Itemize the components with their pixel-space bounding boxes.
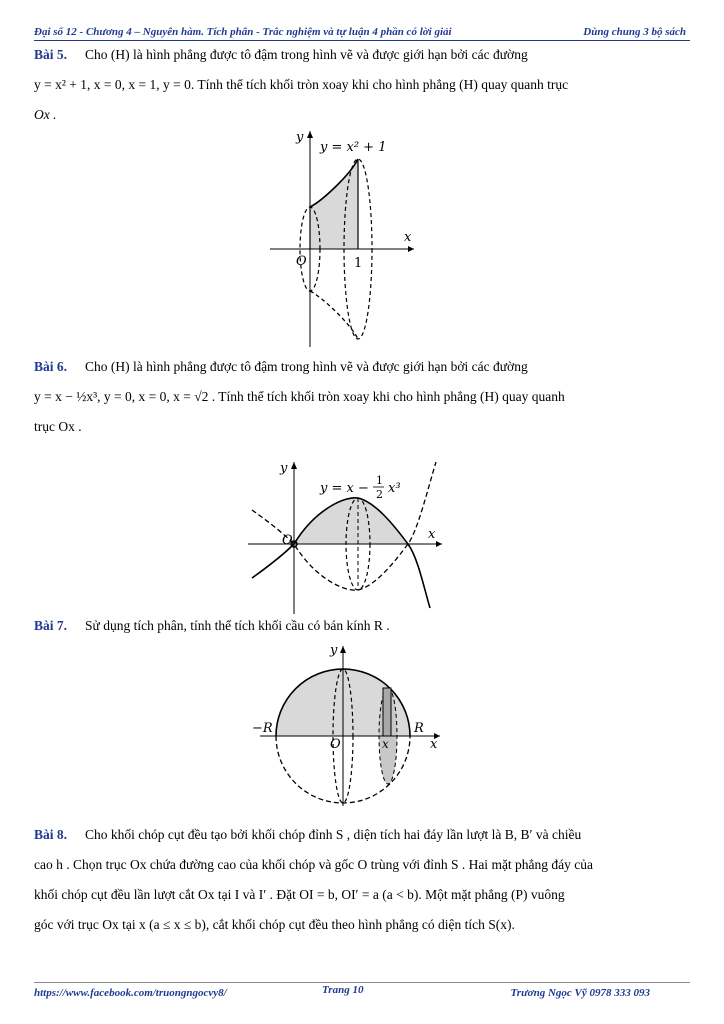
page-header	[34, 26, 690, 41]
fig6-fraction-den: 2	[376, 488, 383, 501]
footer-author: Trương Ngọc Vỹ 0978 333 093	[510, 987, 650, 999]
exercise-6-line1: Cho (H) là hình phẳng được tô đậm trong hình vẽ và được giới hạn bởi các đường	[85, 359, 528, 374]
exercise-8-label: Bài 8.	[34, 827, 68, 842]
fig7-right-label: R	[414, 721, 424, 736]
fig7-x-label: x	[430, 737, 438, 752]
exercise-7-text: Sử dụng tích phân, tính thể tích khối cầu có bán kính R .	[85, 618, 390, 633]
fig5-tick-label: 1	[354, 256, 363, 271]
fig6-y-label: y	[280, 461, 288, 476]
fig7-y-label: y	[330, 643, 338, 658]
exercise-6-label: Bài 6.	[34, 359, 68, 374]
fig7-origin-label: O	[330, 737, 341, 752]
fig6-x-label: x	[428, 527, 436, 542]
footer-page-number: Trang 10	[322, 984, 364, 996]
fig6-curve-text: y = x −	[320, 481, 369, 496]
figure-exercise-7	[250, 640, 450, 810]
exercise-7	[34, 611, 656, 641]
header-title: Đại số 12 - Chương 4 – Nguyên hàm. Tích phân - Trắc nghiệm và tự luận 4 phần có lời giải	[34, 26, 452, 38]
fig5-y-label: y	[296, 130, 304, 145]
fig7-x-mark: x	[382, 737, 389, 751]
exercise-6	[34, 352, 656, 442]
footer-link[interactable]: https://www.facebook.com/truongngocvy8/	[34, 987, 227, 999]
exercise-5	[34, 40, 656, 130]
exercise-6-line2: y = x − ½x³, y = 0, x = 0, x = √2 . Tính thể tích khối tròn xoay khi cho hình phẳng (H) quay quanh	[34, 389, 565, 404]
exercise-8-line3: khối chóp cụt đều lần lượt cắt Ox tại I và I′ . Đặt OI = b, OI′ = a (a < b). Một mặt phẳng (P) vuông	[34, 887, 565, 902]
fig5-curve-label: y = x² + 1	[320, 140, 387, 155]
exercise-8-line4: góc với trục Ox tại x (a ≤ x ≤ b), cắt khối chóp cụt đều theo hình phẳng có diện tích S(x).	[34, 917, 515, 932]
exercise-7-label: Bài 7.	[34, 618, 68, 633]
header-subtitle: Dùng chung 3 bộ sách	[583, 26, 686, 38]
page-footer	[34, 982, 690, 1001]
exercise-5-line1: Cho (H) là hình phẳng được tô đậm trong hình vẽ và được giới hạn bởi các đường	[85, 47, 528, 62]
fig5-origin-label: O	[296, 254, 307, 269]
fig6-origin-label: O	[282, 533, 293, 548]
exercise-5-line3: Ox .	[34, 107, 57, 122]
figure-exercise-6	[246, 458, 446, 618]
exercise-8	[34, 820, 656, 940]
fig6-fraction-num: 1	[376, 474, 383, 487]
figure-exercise-5	[262, 125, 422, 350]
fig5-x-label: x	[404, 230, 412, 245]
exercise-8-line1: Cho khối chóp cụt đều tạo bởi khối chóp đỉnh S , diện tích hai đáy lần lượt là B, B′ và chiều	[85, 827, 582, 842]
exercise-6-line3: trục Ox .	[34, 419, 82, 434]
exercise-8-line2: cao h . Chọn trục Ox chứa đường cao của khối chóp và gốc O trùng với đỉnh S . Hai mặt phẳng đáy của	[34, 857, 594, 872]
exercise-5-line2: y = x² + 1, x = 0, x = 1, y = 0. Tính thể tích khối tròn xoay khi cho hình phẳng (H) quay quanh trục	[34, 77, 569, 92]
fig6-curve-power: x³	[388, 481, 401, 496]
fig7-left-label: −R	[252, 721, 273, 736]
exercise-5-label: Bài 5.	[34, 47, 68, 62]
